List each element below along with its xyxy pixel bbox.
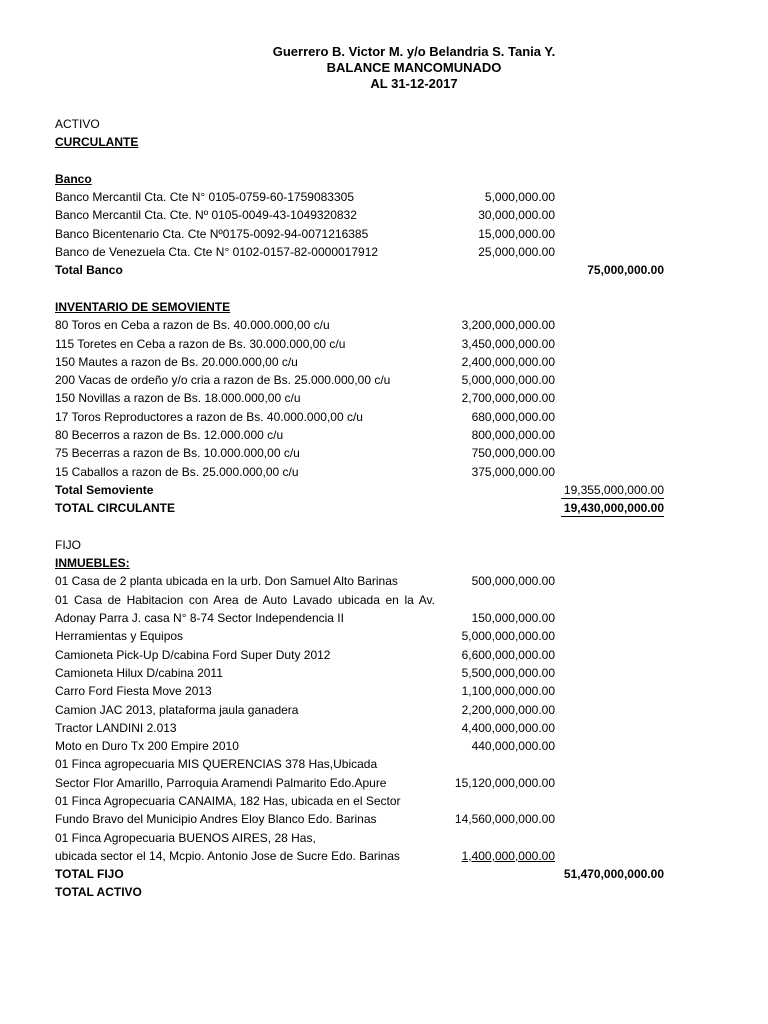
line-label: Banco de Venezuela Cta. Cte N° 0102-0157-82-0000017912 <box>55 245 379 260</box>
line-item <box>55 353 675 371</box>
document-date: AL 31-12-2017 <box>370 76 458 91</box>
line-label: 01 Finca Agropecuaria BUENOS AIRES, 28 Has, <box>55 830 316 845</box>
line-label: Moto en Duro Tx 200 Empire 2010 <box>55 739 239 754</box>
line-item <box>55 408 675 426</box>
document-header <box>0 44 768 92</box>
total-activo-row <box>55 883 675 901</box>
total-fijo-label: TOTAL FIJO <box>55 867 124 882</box>
banco-heading: Banco <box>55 171 92 186</box>
section-activo: ACTIVO <box>55 117 100 131</box>
owner-names: Guerrero B. Victor M. y/o Belandria S. Tania Y. <box>272 44 556 59</box>
total-banco-value: 75,000,000.00 <box>587 263 664 278</box>
line-item <box>55 682 675 700</box>
line-label: 75 Becerras a razon de Bs. 10.000.000,00 c/u <box>55 446 300 461</box>
line-item <box>55 646 675 664</box>
line-item <box>55 225 675 243</box>
line-label: Camion JAC 2013, plataforma jaula ganadera <box>55 702 299 717</box>
line-item <box>55 243 675 261</box>
line-value: 5,000,000,000.00 <box>461 373 555 388</box>
line-item <box>55 609 675 627</box>
total-banco-label: Total Banco <box>55 263 123 278</box>
line-item <box>55 627 675 645</box>
line-label: 17 Toros Reproductores a razon de Bs. 40.000.000,00 c/u <box>55 409 363 424</box>
line-label: 01 Finca agropecuaria MIS QUERENCIAS 378 Has,Ubicada <box>55 757 378 772</box>
line-item <box>55 755 675 773</box>
line-value: 800,000,000.00 <box>471 428 555 443</box>
line-value: 3,450,000,000.00 <box>461 336 555 351</box>
line-item <box>55 316 675 334</box>
line-label: ubicada sector el 14, Mcpio. Antonio Jose de Sucre Edo. Barinas <box>55 848 400 863</box>
line-value: 375,000,000.00 <box>471 464 555 479</box>
line-value: 3,200,000,000.00 <box>461 318 555 333</box>
line-item <box>55 389 675 407</box>
line-value: 680,000,000.00 <box>471 409 555 424</box>
line-item <box>55 792 675 810</box>
line-label: Herramientas y Equipos <box>55 629 184 644</box>
total-banco-row <box>55 261 675 279</box>
total-semoviente-value: 19,355,000,000.00 <box>563 482 664 497</box>
line-label: Banco Bicentenario Cta. Cte Nº0175-0092-94-0071216385 <box>55 226 369 241</box>
line-value: 2,700,000,000.00 <box>461 391 555 406</box>
line-value: 14,560,000,000.00 <box>454 812 555 827</box>
section-circulante: CURCULANTE <box>55 135 139 150</box>
line-item <box>55 335 675 353</box>
line-item <box>55 206 675 224</box>
line-value: 4,400,000,000.00 <box>461 720 555 735</box>
line-item <box>55 737 675 755</box>
line-item <box>55 774 675 792</box>
line-label: 115 Toretes en Ceba a razon de Bs. 30.000.000,00 c/u <box>55 336 346 351</box>
line-label: 01 Casa de 2 planta ubicada en la urb. Don Samuel Alto Barinas <box>55 574 398 589</box>
section-fijo: FIJO <box>55 537 81 552</box>
inmuebles-heading: INMUEBLES: <box>55 556 130 571</box>
line-value: 5,500,000,000.00 <box>461 665 555 680</box>
semoviente-heading: INVENTARIO DE SEMOVIENTE <box>55 299 231 314</box>
line-label: 150 Novillas a razon de Bs. 18.000.000,00 c/u <box>55 391 301 406</box>
line-label: Camioneta Hilux D/cabina 2011 <box>55 665 223 680</box>
line-item <box>55 719 675 737</box>
line-label: 01 Casa de Habitacion con Area de Auto Lavado ubicada en la Av. <box>55 592 435 607</box>
line-label: 01 Finca Agropecuaria CANAIMA, 182 Has, ubicada en el Sector <box>55 793 401 808</box>
line-value: 440,000,000.00 <box>471 739 555 754</box>
line-item <box>55 829 675 847</box>
line-item <box>55 847 675 865</box>
total-circulante-row <box>55 499 675 517</box>
line-label: 150 Mautes a razon de Bs. 20.000.000,00 c/u <box>55 354 298 369</box>
line-value: 25,000,000.00 <box>478 245 555 260</box>
total-circulante-label: TOTAL CIRCULANTE <box>55 501 175 516</box>
line-label: Fundo Bravo del Municipio Andres Eloy Blanco Edo. Barinas <box>55 812 377 827</box>
line-item <box>55 591 675 609</box>
line-value: 15,120,000,000.00 <box>454 775 555 790</box>
line-item <box>55 664 675 682</box>
total-semoviente-label: Total Semoviente <box>55 482 154 497</box>
total-semoviente-row <box>55 481 675 499</box>
line-value: 1,400,000,000.00 <box>461 848 555 863</box>
line-item <box>55 426 675 444</box>
line-item <box>55 463 675 481</box>
total-fijo-value: 51,470,000,000.00 <box>563 867 664 882</box>
total-activo-label: TOTAL ACTIVO <box>55 885 142 900</box>
balance-body <box>55 115 675 902</box>
line-label: 200 Vacas de ordeño y/o cria a razon de Bs. 25.000.000,00 c/u <box>55 373 391 388</box>
line-value: 5,000,000,000.00 <box>461 629 555 644</box>
line-value: 2,200,000,000.00 <box>461 702 555 717</box>
document-title: BALANCE MANCOMUNADO <box>326 60 502 75</box>
line-item <box>55 810 675 828</box>
line-label: Tractor LANDINI 2.013 <box>55 720 177 735</box>
total-fijo-row <box>55 865 675 883</box>
line-value: 1,100,000,000.00 <box>461 684 555 699</box>
line-item <box>55 572 675 590</box>
line-value: 6,600,000,000.00 <box>461 647 555 662</box>
line-value: 500,000,000.00 <box>471 574 555 589</box>
line-value: 2,400,000,000.00 <box>461 354 555 369</box>
total-circulante-value: 19,430,000,000.00 <box>563 501 664 516</box>
line-item <box>55 701 675 719</box>
line-value: 150,000,000.00 <box>471 611 555 626</box>
line-item <box>55 444 675 462</box>
line-label: Carro Ford Fiesta Move 2013 <box>55 684 212 699</box>
line-label: 15 Caballos a razon de Bs. 25.000.000,00 c/u <box>55 464 299 479</box>
line-item <box>55 188 675 206</box>
line-label: Sector Flor Amarillo, Parroquia Aramendi Palmarito Edo.Apure <box>55 775 387 790</box>
line-value: 5,000,000.00 <box>484 190 555 205</box>
line-label: Adonay Parra J. casa N° 8-74 Sector Independencia II <box>55 611 344 626</box>
line-label: Camioneta Pick-Up D/cabina Ford Super Duty 2012 <box>55 647 331 662</box>
line-item <box>55 371 675 389</box>
line-value: 750,000,000.00 <box>471 446 555 461</box>
line-label: 80 Becerros a razon de Bs. 12.000.000 c/u <box>55 428 284 443</box>
line-label: Banco Mercantil Cta. Cte. Nº 0105-0049-43-1049320832 <box>55 208 357 223</box>
line-value: 30,000,000.00 <box>478 208 555 223</box>
line-label: 80 Toros en Ceba a razon de Bs. 40.000.000,00 c/u <box>55 318 330 333</box>
line-value: 15,000,000.00 <box>478 226 555 241</box>
line-label: Banco Mercantil Cta. Cte N° 0105-0759-60-1759083305 <box>55 190 354 205</box>
